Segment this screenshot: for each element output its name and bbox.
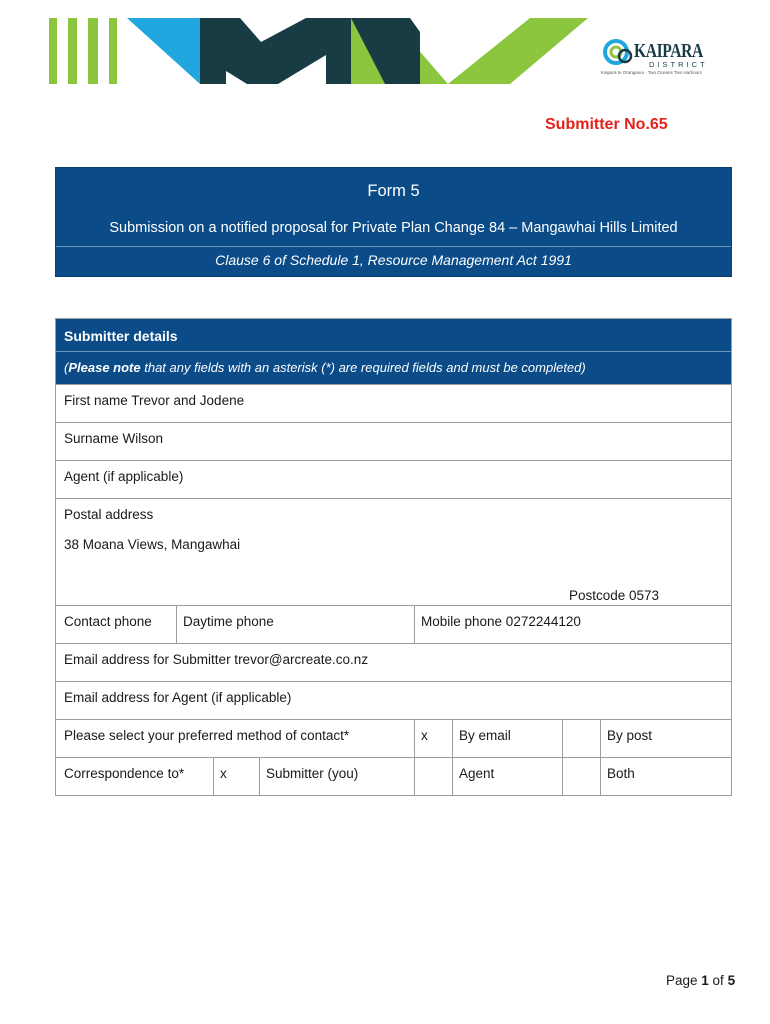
banner-green-slope: [448, 18, 588, 84]
by-email-mark: x: [421, 728, 428, 743]
daytime-phone-field[interactable]: [176, 606, 414, 643]
banner-stripe: [88, 18, 98, 84]
by-email-checkbox[interactable]: [414, 720, 452, 757]
page-number: Page 1 of 5: [666, 973, 736, 988]
agent-checkbox[interactable]: [414, 758, 452, 795]
contact-method-label: Please select your preferred method of contact*: [64, 728, 350, 743]
postal-address-field[interactable]: [56, 498, 731, 605]
submitter-option: [259, 758, 414, 795]
by-post-option: [600, 720, 731, 757]
agent-option-label: Agent: [459, 766, 495, 781]
both-option: [600, 758, 731, 795]
submitter-email-value: Email address for Submitter trevor@arcreate.co.nz: [64, 652, 369, 667]
required-fields-note: (Please note that any fields with an asterisk (*) are required fields and must be completed): [56, 352, 731, 384]
contact-phone-label: Contact phone: [64, 614, 152, 629]
correspondence-row: [56, 757, 731, 795]
logo-wordmark: KAIPARA: [634, 40, 703, 62]
by-post-checkbox[interactable]: [562, 720, 600, 757]
postcode-value: Postcode 0573: [569, 588, 660, 603]
banner-stripe: [109, 18, 117, 84]
section-heading: Submitter details: [56, 319, 731, 352]
submitter-details-table: [55, 318, 732, 796]
logo-tagline: Kaipara te Oranganui · Two Oceans Two Harbours: [601, 70, 702, 75]
agent-email-label: Email address for Agent (if applicable): [64, 690, 292, 705]
submitter-number: Submitter No.65: [545, 116, 668, 133]
agent-email-field[interactable]: [56, 681, 731, 719]
agent-label: Agent (if applicable): [64, 469, 184, 484]
first-name-field[interactable]: [56, 384, 731, 422]
header-banner-graphic: [0, 0, 600, 95]
form-title: Form 5: [367, 182, 420, 200]
correspondence-label: Correspondence to*: [64, 766, 185, 781]
banner-blue-triangle: [127, 18, 200, 84]
mobile-phone-value: Mobile phone 0272244120: [421, 614, 581, 629]
banner-stripe: [68, 18, 77, 84]
divider: [56, 246, 731, 247]
mobile-phone-field[interactable]: [414, 606, 731, 643]
by-post-label: By post: [607, 728, 653, 743]
logo-district: DISTRICT: [649, 60, 708, 69]
by-email-label: By email: [459, 728, 511, 743]
form-header-box: [55, 167, 732, 277]
surname-value: Surname Wilson: [64, 431, 164, 446]
form-subtitle: Submission on a notified proposal for Private Plan Change 84 – Mangawhai Hills Limited: [109, 220, 678, 236]
contact-phone-row: [56, 605, 731, 643]
submitter-option-label: Submitter (you): [266, 766, 359, 781]
postal-address-value: 38 Moana Views, Mangawhai: [64, 537, 241, 552]
postal-address-label: Postal address: [64, 507, 154, 522]
daytime-phone-label: Daytime phone: [183, 614, 274, 629]
submitter-checkbox[interactable]: [213, 758, 259, 795]
by-email-option: [452, 720, 562, 757]
banner-stripe: [49, 18, 57, 84]
submitter-email-field[interactable]: [56, 643, 731, 681]
form-clause: Clause 6 of Schedule 1, Resource Management Act 1991: [215, 252, 572, 268]
both-checkbox[interactable]: [562, 758, 600, 795]
surname-field[interactable]: [56, 422, 731, 460]
first-name-value: First name Trevor and Jodene: [64, 393, 245, 408]
agent-field[interactable]: [56, 460, 731, 498]
submitter-mark: x: [220, 766, 227, 781]
both-option-label: Both: [607, 766, 635, 781]
agent-option: [452, 758, 562, 795]
banner-dark-chevron: [200, 18, 351, 84]
contact-method-row: [56, 719, 731, 757]
